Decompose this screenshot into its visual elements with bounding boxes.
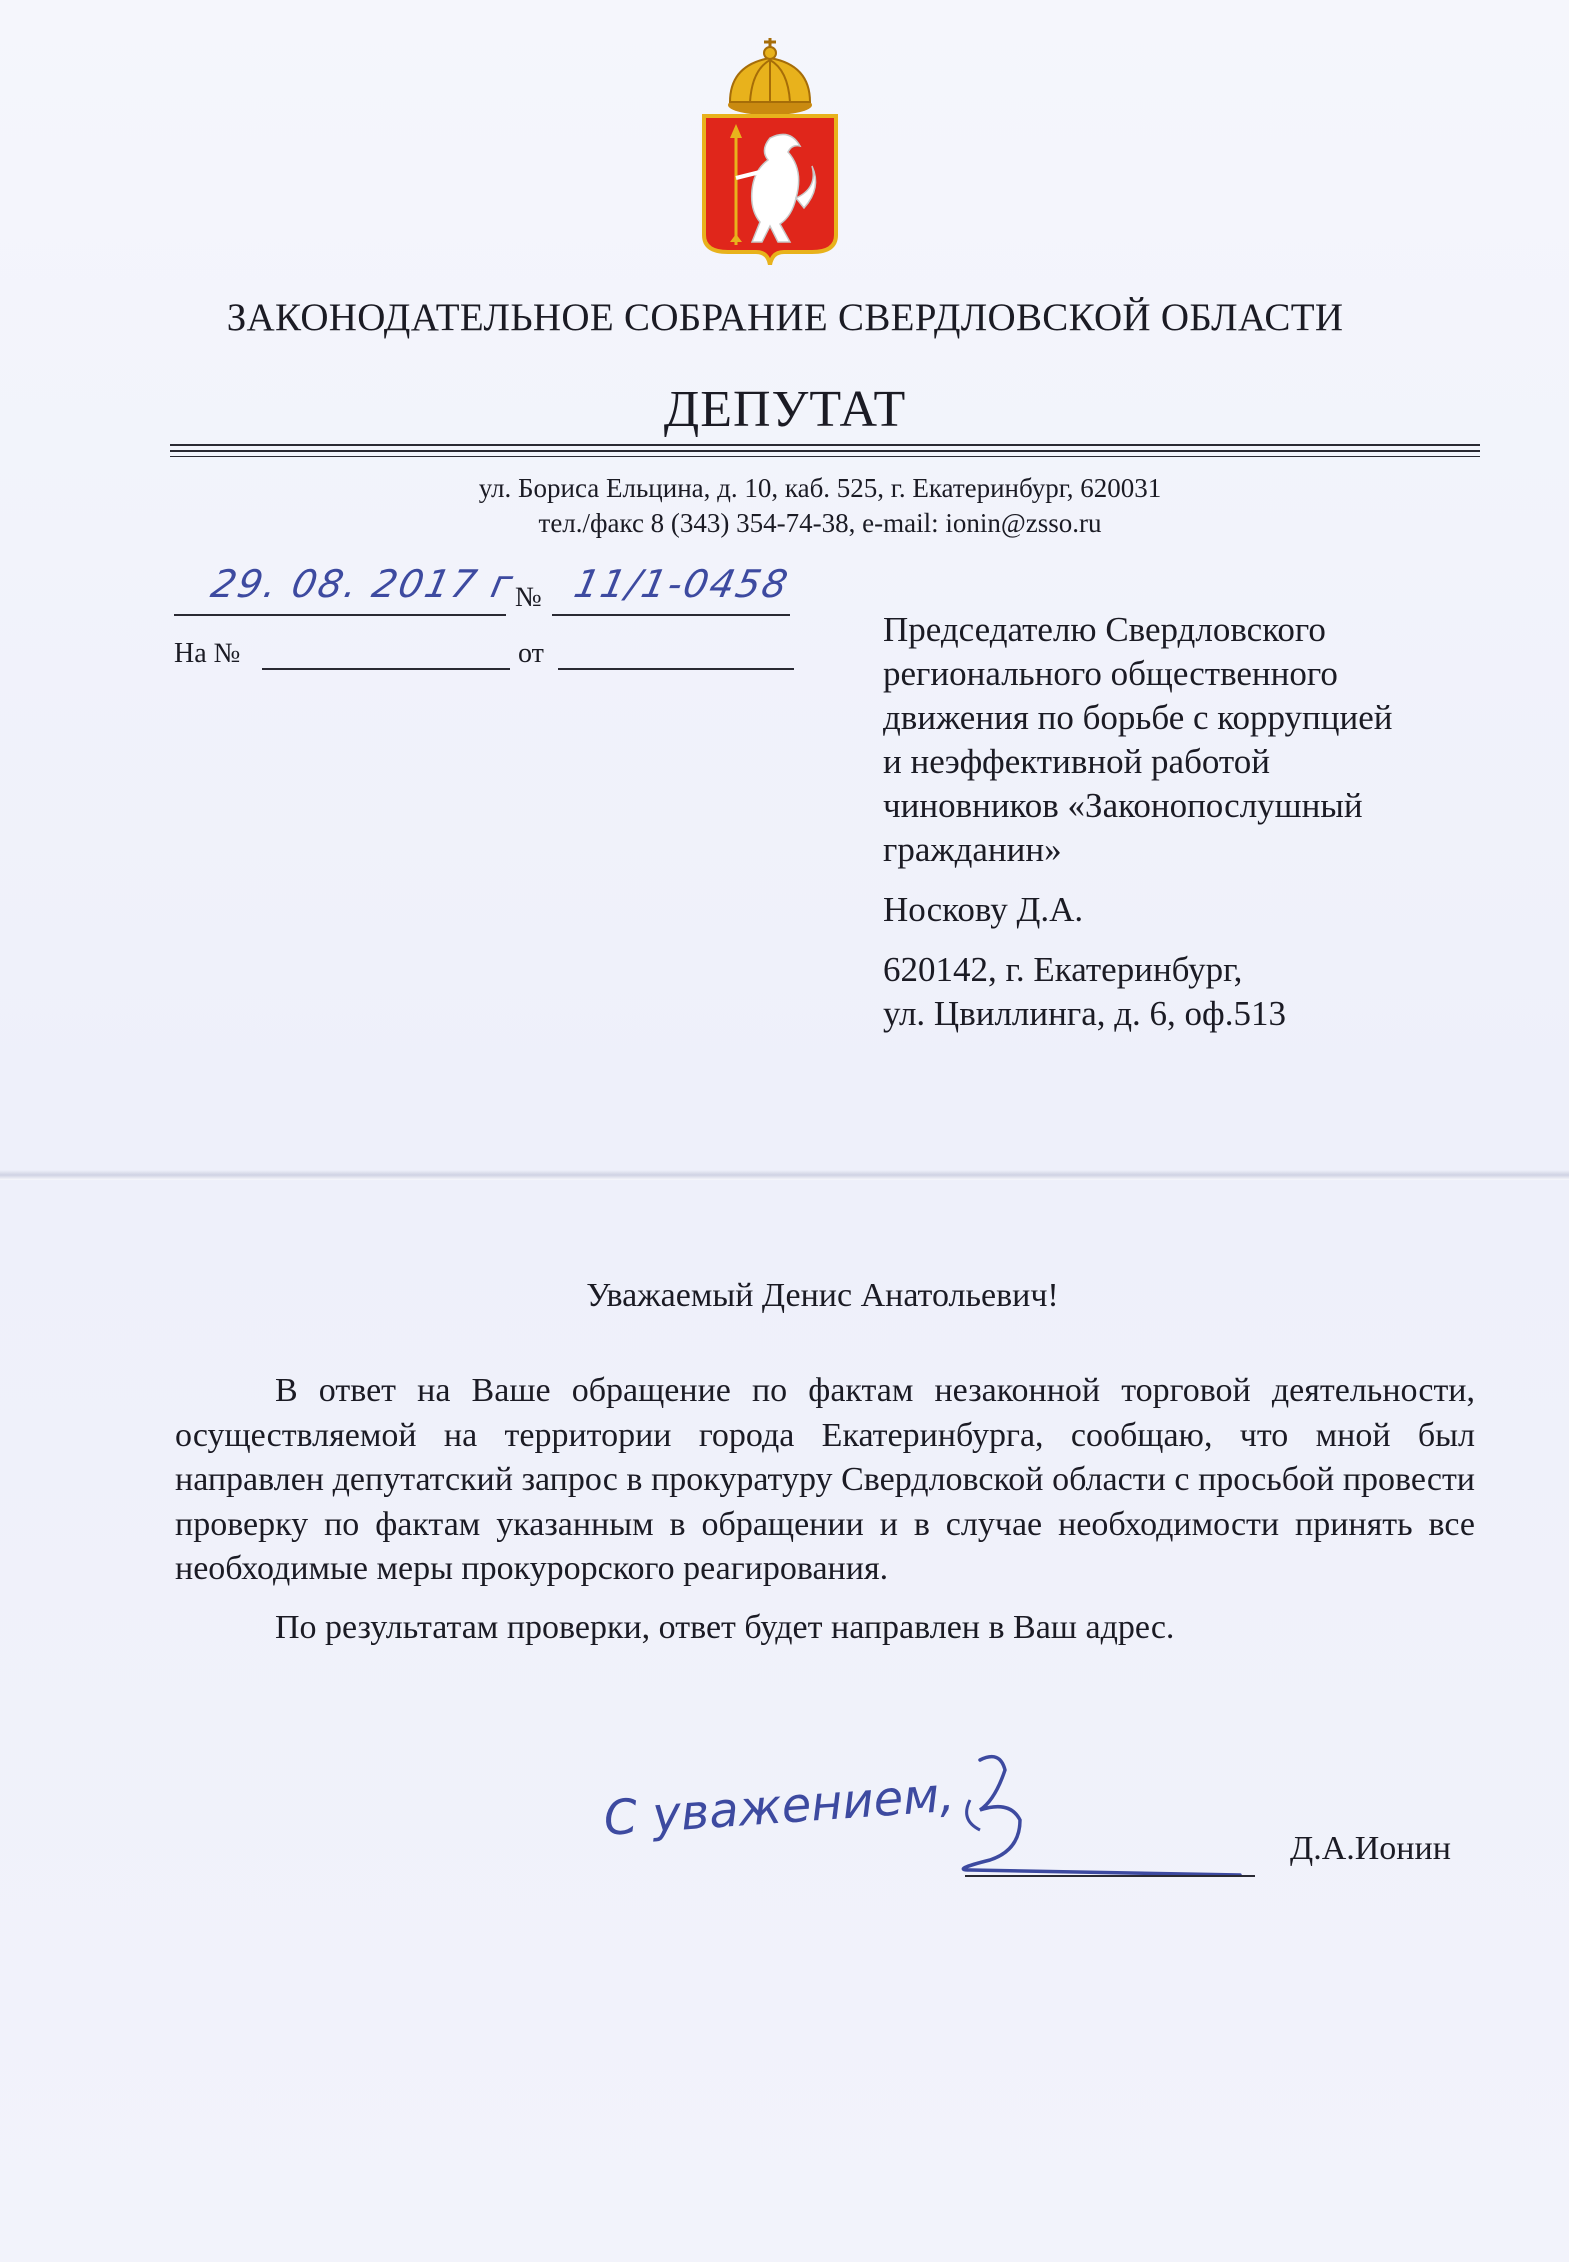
signer-name: Д.А.Ионин	[1290, 1830, 1451, 1867]
recipient-position-line: движения по борьбе с коррупцией	[883, 698, 1393, 737]
recipient-position-line: гражданин»	[883, 830, 1062, 869]
coat-of-arms-icon	[700, 20, 840, 265]
recipient-address-line: 620142, г. Екатеринбург,	[883, 950, 1243, 989]
date-line	[174, 614, 506, 616]
recipient-position-line: чиновников «Законопослушный	[883, 786, 1363, 825]
salutation: Уважаемый Денис Анатольевич!	[586, 1277, 1059, 1314]
recipient-position-line: и неэффективной работой	[883, 742, 1270, 781]
letter-body	[175, 1369, 1475, 1650]
reply-to-label: На №	[174, 638, 241, 669]
header-divider	[170, 456, 1480, 457]
recipient-position	[883, 608, 1523, 872]
outgoing-date: 29. 08. 2017 г	[207, 562, 519, 606]
paper-fold	[0, 1170, 1569, 1180]
number-line	[552, 614, 790, 616]
organization-name: ЗАКОНОДАТЕЛЬНОЕ СОБРАНИЕ СВЕРДЛОВСКОЙ ОБЛАСТИ	[226, 296, 1344, 339]
closing-phrase: С уважением,	[601, 1766, 957, 1847]
recipient-block	[883, 608, 1523, 1052]
recipient-position-line: регионального общественного	[883, 654, 1338, 693]
header-divider	[170, 450, 1480, 452]
recipient-address-line: ул. Цвиллинга, д. 6, оф.513	[883, 994, 1286, 1033]
recipient-name: Носкову Д.А.	[883, 890, 1084, 929]
reply-date-line	[558, 668, 794, 670]
number-label: №	[515, 582, 542, 613]
recipient-address	[883, 948, 1523, 1036]
body-paragraph: По результатам проверки, ответ будет направлен в Ваш адрес.	[275, 1608, 1175, 1646]
sender-contacts: тел./факс 8 (343) 354-74-38, e-mail: ionin@zsso.ru	[538, 508, 1102, 538]
sender-address: ул. Бориса Ельцина, д. 10, каб. 525, г. Екатеринбург, 620031	[478, 473, 1162, 503]
body-paragraph: В ответ на Ваше обращение по фактам незаконной торговой деятельности, осуществляемой на территории города Екатеринбурга, сообщаю, что мной был направлен депутатский запрос в прокуратуру Свердловской области с просьбой провести проверку по фактам указанным в обращении и в случае необходимости принять все необходимые меры прокурорского реагирования.	[175, 1372, 1475, 1587]
signature-line	[965, 1875, 1255, 1877]
header-divider	[170, 444, 1480, 446]
outgoing-number: 11/1-0458	[570, 562, 794, 606]
from-label: от	[518, 638, 544, 669]
document-title: ДЕПУТАТ	[663, 381, 907, 438]
reply-number-line	[262, 668, 510, 670]
recipient-position-line: Председателю Свердловского	[883, 610, 1326, 649]
